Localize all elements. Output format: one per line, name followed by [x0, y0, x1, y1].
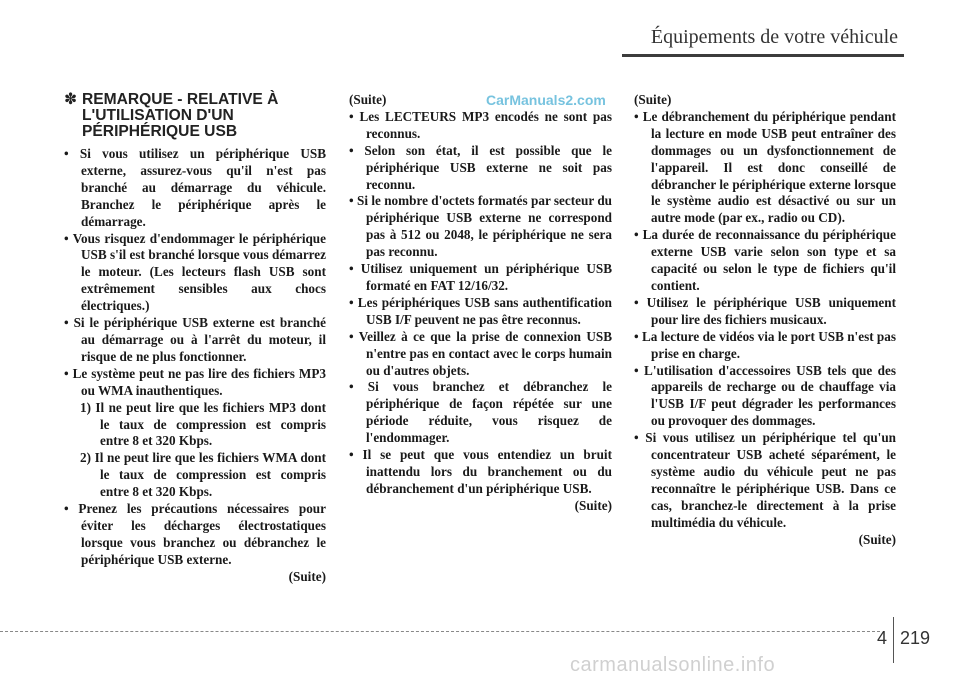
bullet-item: • Si vous utilisez un périphérique tel qu'un concentrateur USB acheté séparément, le système audio du véhicule peut ne pas reconnaître le périphérique USB. Dans ce cas, branchez-le directement à la prise multimédia du véhicule.	[634, 430, 896, 530]
bullet-item: • La lecture de vidéos via le port USB n'est pas prise en charge.	[634, 328, 896, 361]
sub-item: 2) Il ne peut lire que les fichiers WMA dont le taux de compression est compris entre 8 et 320 Kbps.	[80, 450, 326, 500]
page-number: 219	[900, 628, 931, 648]
bullet-item: • Il se peut que vous entendiez un bruit inattendu lors du branchement ou du débranchement d'un périphérique USB.	[349, 447, 612, 496]
bullet-item: • Vous risquez d'endommager le périphérique USB s'il est branché lorsque vous démarrez le moteur. (Les lecteurs flash USB sont extrêmement sensibles aux chocs électriques.)	[64, 230, 326, 314]
bullet-item: • Utilisez uniquement un périphérique USB formaté en FAT 12/16/32.	[349, 261, 612, 293]
bullet-item: • Si le nombre d'octets formatés par secteur du périphérique USB externe ne correspond pas à 512 ou 2048, le périphérique ne sera pas reconnu.	[349, 193, 612, 260]
note-title: REMARQUE - RELATIVE À L'UTILISATION D'UN PÉRIPHÉRIQUE USB	[82, 91, 279, 140]
continued-label: (Suite)	[288, 568, 326, 584]
continued-from-label: (Suite)	[634, 92, 672, 107]
bullet-item: • Si le périphérique USB externe est branché au démarrage ou à l'arrêt du moteur, il risque de ne plus fonctionner.	[64, 315, 326, 364]
bullet-item: • Le système peut ne pas lire des fichiers MP3 ou WMA inauthentiques.	[64, 365, 326, 398]
bullet-item: • Si vous utilisez un périphérique USB externe, assurez-vous qu'il n'est pas branché au démarrage du véhicule. Branchez le périphérique après le démarrage.	[64, 146, 326, 229]
bullet-item: • La durée de reconnaissance du périphérique externe USB varie selon son type et sa capacité ou selon le type de fichiers qu'il contient.	[634, 227, 896, 293]
footer-dashed-rule	[0, 631, 880, 632]
continued-label: (Suite)	[858, 531, 896, 547]
bullet-item: • Selon son état, il est possible que le périphérique USB externe ne soit pas reconnu.	[349, 142, 612, 192]
column-2	[349, 92, 612, 515]
watermark-text: CarManuals2.com	[486, 92, 606, 108]
continued-label: (Suite)	[574, 497, 612, 513]
note-star-icon: ✽	[64, 91, 78, 108]
header-rule	[622, 54, 904, 57]
bullet-item: • L'utilisation d'accessoires USB tels que des appareils de recharge ou de chauffage via l'USB I/F peut dégrader les performances ou provoquer des dommages.	[634, 362, 896, 429]
page-header-title: Équipements de votre véhicule	[650, 26, 898, 48]
footer-separator	[893, 617, 894, 663]
note-heading	[64, 92, 326, 140]
column-3	[634, 92, 896, 548]
column-1	[64, 92, 326, 586]
bullet-item: • Les LECTEURS MP3 encodés ne sont pas reconnus.	[349, 108, 612, 141]
sub-item: 1) Il ne peut lire que les fichiers MP3 dont le taux de compression est compris entre 8 et 320 Kbps.	[80, 399, 326, 449]
site-watermark: carmanualsonline.info	[570, 654, 776, 676]
bullet-item: • Le débranchement du périphérique pendant la lecture en mode USB peut entraîner des dommages ou un dysfonctionnement de l'appareil. Il est donc conseillé de débrancher le périphérique externe lorsque le système audio est désactivé ou sur un autre mode (par ex., radio ou CD).	[634, 108, 896, 226]
bullet-item: • Prenez les précautions nécessaires pour éviter les décharges électrostatiques lorsque vous branchez ou débranchez le périphérique USB externe.	[64, 501, 326, 567]
bullet-item: • Les périphériques USB sans authentification USB I/F peuvent ne pas être reconnus.	[349, 294, 612, 327]
chapter-number: 4	[877, 628, 888, 648]
continued-from-label: (Suite)	[349, 92, 387, 107]
bullet-item: • Utilisez le périphérique USB uniquement pour lire des fichiers musicaux.	[634, 294, 896, 327]
bullet-item: • Si vous branchez et débranchez le périphérique de façon répétée sur une période réduite, vous risquez de l'endommager.	[349, 379, 612, 446]
bullet-item: • Veillez à ce que la prise de connexion USB n'entre pas en contact avec le corps humain ou d'autres objets.	[349, 328, 612, 378]
